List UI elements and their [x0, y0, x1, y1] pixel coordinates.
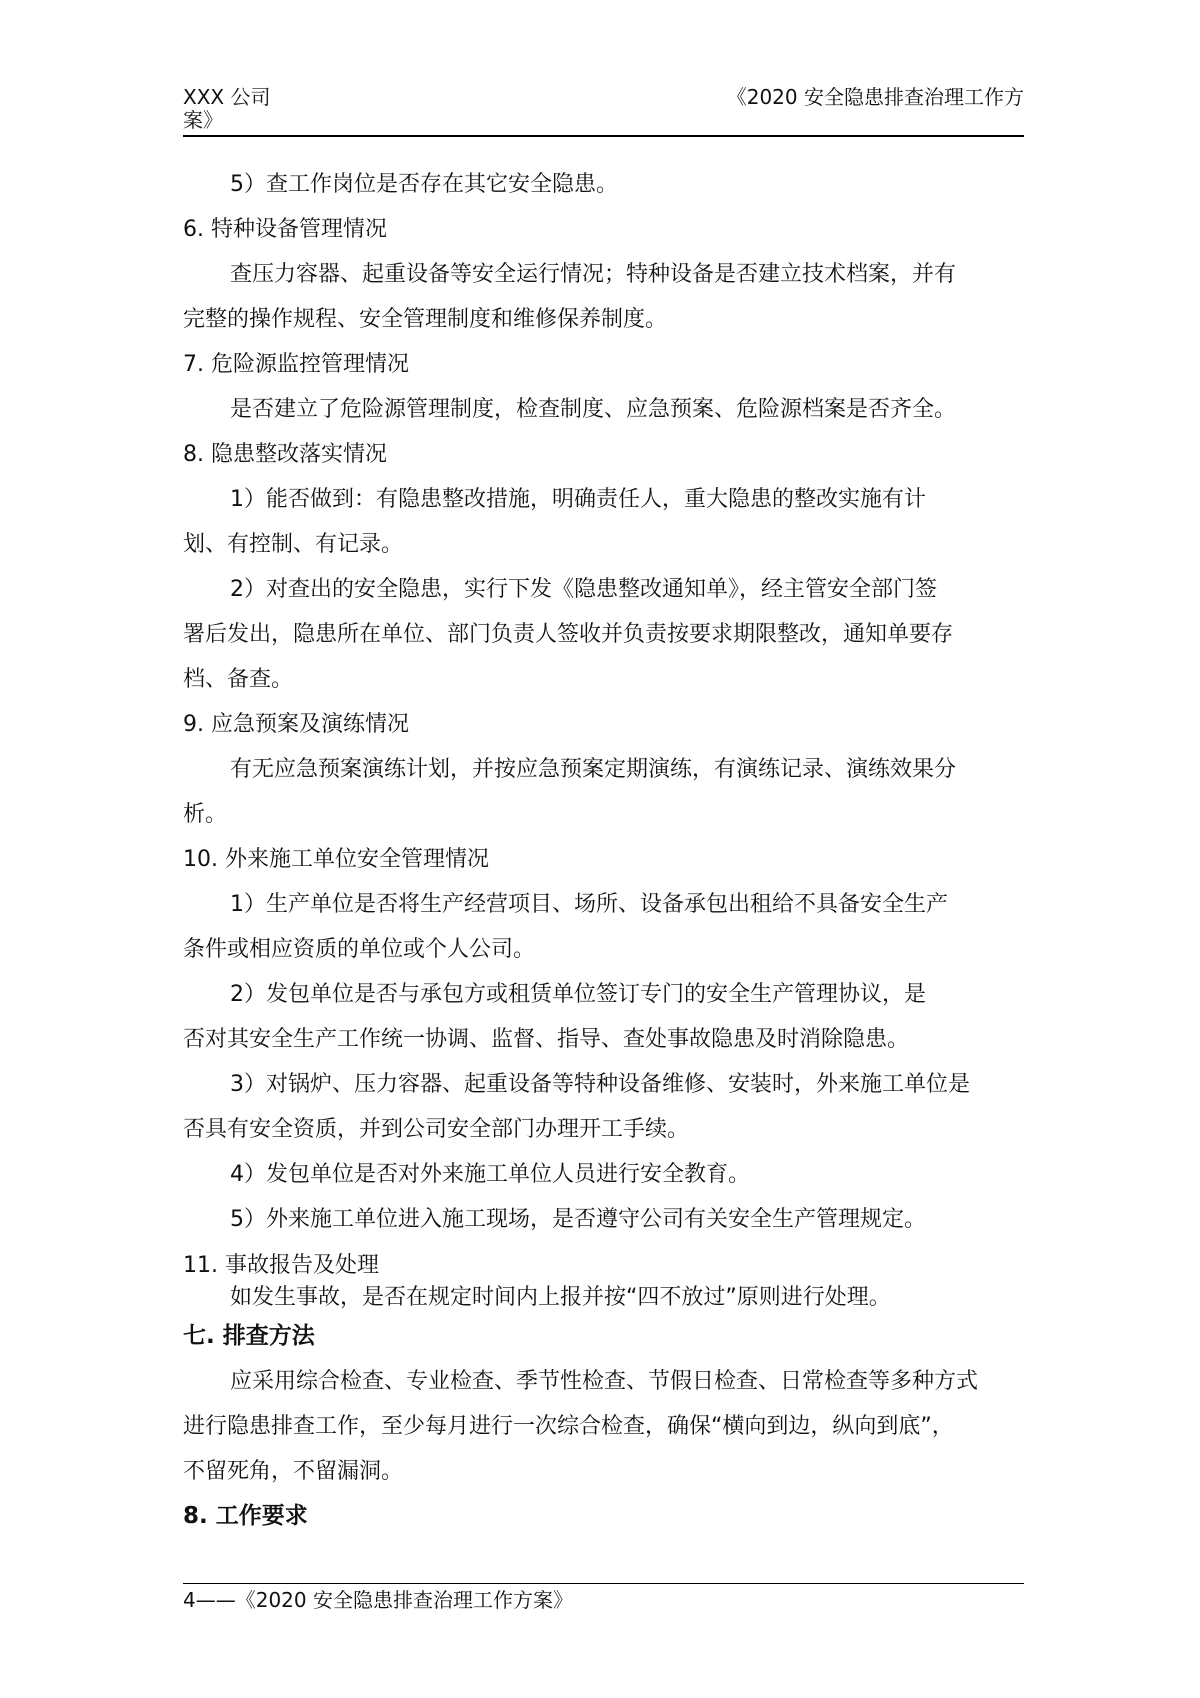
paragraph: 查压力容器、起重设备等安全运行情况；特种设备是否建立技术档案，并有 [230, 262, 957, 287]
paragraph-continuation: 档、备查。 [183, 667, 294, 692]
footer-text: 4——《2020 安全隐患排查治理工作方案》 [183, 1588, 573, 1612]
paragraph-continuation: 进行隐患排查工作，至少每月进行一次综合检查，确保“横向到边，纵向到底”， [183, 1414, 954, 1439]
paragraph-continuation: 署后发出，隐患所在单位、部门负责人签收并负责按要求期限整改，通知单要存 [183, 622, 954, 647]
paragraph: 2）对查出的安全隐患，实行下发《隐患整改通知单》，经主管安全部门签 [230, 577, 937, 602]
paragraph: 2）发包单位是否与承包方或租赁单位签订专门的安全生产管理协议，是 [230, 982, 926, 1007]
paragraph: 1）能否做到：有隐患整改措施，明确责任人，重大隐患的整改实施有计 [230, 487, 926, 512]
footer-rule [183, 1583, 1024, 1584]
chapter-heading: 七. 排查方法 [183, 1323, 315, 1349]
paragraph: 有无应急预案演练计划，并按应急预案定期演练，有演练记录、演练效果分 [230, 757, 957, 782]
paragraph-continuation: 不留死角，不留漏洞。 [183, 1459, 404, 1484]
paragraph-continuation: 条件或相应资质的单位或个人公司。 [183, 937, 536, 962]
section-heading: 8. 隐患整改落实情况 [183, 442, 387, 467]
paragraph-continuation: 析。 [183, 802, 228, 827]
paragraph-continuation: 完整的操作规程、安全管理制度和维修保养制度。 [183, 307, 668, 332]
header-company-name: XXX 公司 [183, 85, 271, 109]
paragraph: 5）查工作岗位是否存在其它安全隐患。 [230, 172, 618, 197]
section-heading: 7. 危险源监控管理情况 [183, 352, 409, 377]
chapter-heading: 8. 工作要求 [183, 1503, 308, 1529]
header-title-continuation: 案》 [183, 108, 223, 132]
header-doc-title: 《2020 安全隐患排查治理工作方 [726, 85, 1024, 109]
section-heading: 9. 应急预案及演练情况 [183, 712, 409, 737]
section-heading: 10. 外来施工单位安全管理情况 [183, 847, 489, 872]
paragraph: 如发生事故，是否在规定时间内上报并按“四不放过”原则进行处理。 [230, 1285, 891, 1310]
paragraph: 3）对锅炉、压力容器、起重设备等特种设备维修、安装时，外来施工单位是 [230, 1072, 970, 1097]
paragraph-continuation: 划、有控制、有记录。 [183, 532, 404, 557]
header-rule [183, 135, 1024, 137]
paragraph: 应采用综合检查、专业检查、季节性检查、节假日检查、日常检查等多种方式 [230, 1369, 979, 1394]
paragraph: 1）生产单位是否将生产经营项目、场所、设备承包出租给不具备安全生产 [230, 892, 948, 917]
paragraph: 5）外来施工单位进入施工现场，是否遵守公司有关安全生产管理规定。 [230, 1207, 926, 1232]
paragraph: 是否建立了危险源管理制度，检查制度、应急预案、危险源档案是否齐全。 [230, 397, 957, 422]
section-heading: 6. 特种设备管理情况 [183, 217, 387, 242]
paragraph: 4）发包单位是否对外来施工单位人员进行安全教育。 [230, 1162, 750, 1187]
paragraph-continuation: 否对其安全生产工作统一协调、监督、指导、查处事故隐患及时消除隐患。 [183, 1027, 910, 1052]
document-body [183, 162, 1024, 1539]
header-company [183, 86, 303, 132]
section-heading: 11. 事故报告及处理 [183, 1253, 379, 1278]
paragraph-continuation: 否具有安全资质，并到公司安全部门办理开工手续。 [183, 1117, 690, 1142]
